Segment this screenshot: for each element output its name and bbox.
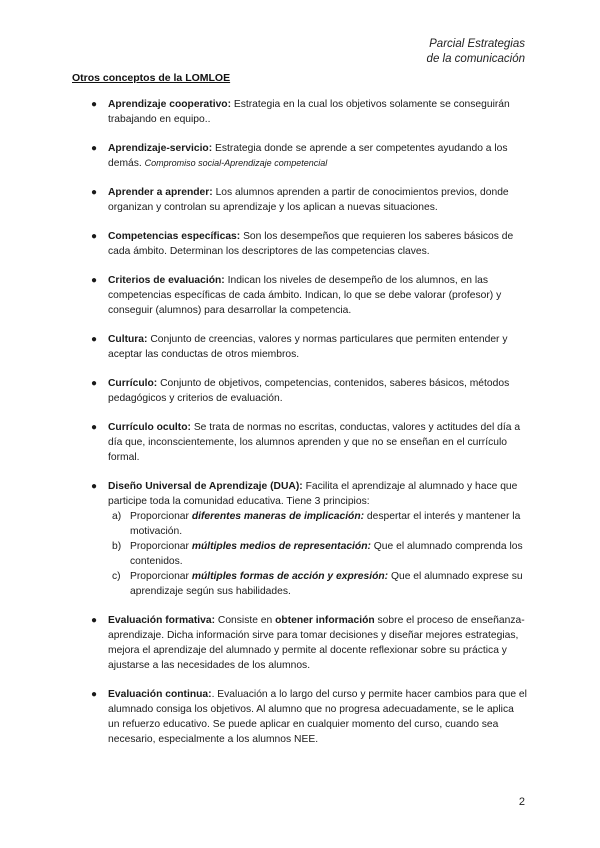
item-term: Aprendizaje cooperativo:	[108, 99, 232, 110]
list-item	[91, 687, 528, 747]
item-text: Consiste en	[215, 615, 276, 626]
bullet-icon: ●	[91, 334, 98, 345]
item-bold-phrase: obtener información	[275, 615, 375, 626]
sub-emphasis: múltiples formas de acción y expresión:	[191, 571, 389, 582]
bullet-icon: ●	[91, 481, 98, 492]
list-item	[91, 613, 528, 673]
sub-marker: b)	[112, 541, 122, 552]
bullet-icon: ●	[91, 615, 98, 626]
principles-list	[108, 509, 528, 599]
header-line-1: Parcial Estrategias	[429, 38, 525, 50]
item-text: Los alumnos aprenden a partir de conocimientos previos, donde organizan y controlan su aprendizaje y los aplican a nuevas situaciones.	[108, 187, 509, 213]
item-term: Aprendizaje-servicio:	[108, 143, 213, 154]
bullet-icon: ●	[91, 143, 98, 154]
item-text: Se trata de normas no escritas, conductas, valores y actitudes del día a día que, inconscientemente, los alumnos aprenden y que no se enseñan en el currículo formal.	[108, 422, 521, 463]
item-text: Estrategia en la cual los objetivos solamente se conseguirán trabajando en equipo..	[108, 99, 510, 125]
sub-emphasis: múltiples medios de representación:	[191, 541, 371, 552]
sub-marker: c)	[112, 571, 121, 582]
list-item	[91, 420, 528, 465]
item-term: Diseño Universal de Aprendizaje (DUA):	[108, 481, 303, 492]
sub-post: Que el alumnado comprenda los contenidos.	[130, 541, 523, 567]
sub-emphasis: diferentes maneras de implicación:	[191, 511, 365, 522]
bullet-icon: ●	[91, 378, 98, 389]
concept-list	[91, 97, 528, 761]
sub-pre: Proporcionar	[130, 541, 192, 552]
sub-pre: Proporcionar	[130, 571, 192, 582]
list-item	[91, 273, 528, 318]
list-item	[91, 229, 528, 259]
item-text: . Evaluación a lo largo del curso y permite hacer cambios para que el alumnado consiga los objetivos. Al alumno que no progresa adecuadamente, se le aplica un refuerzo educativo. Se puede aplicar en cualquier momento del curso, cuando sea necesario, especialmente a los alumnos NEE.	[108, 689, 527, 745]
bullet-icon: ●	[91, 275, 98, 286]
page-number: 2	[518, 796, 525, 808]
bullet-icon: ●	[91, 187, 98, 198]
sub-post: despertar el interés y mantener la motivación.	[130, 511, 521, 537]
item-text: Son los desempeños que requieren los saberes básicos de cada ámbito. Determinan los descriptores de las competencias claves.	[108, 231, 514, 257]
item-term: Aprender a aprender:	[108, 187, 213, 198]
item-note: Compromiso social-Aprendizaje competencial	[144, 158, 328, 168]
list-item	[91, 141, 528, 171]
sub-pre: Proporcionar	[130, 511, 192, 522]
section-title: Otros conceptos de la LOMLOE	[72, 72, 231, 84]
item-text: Indican los niveles de desempeño de los alumnos, en las competencias específicas de cada ámbito. Indican, lo que se debe valorar (profesor) y conseguir (alumnos) para desarrollar la competencia.	[108, 275, 502, 316]
item-term: Criterios de evaluación:	[108, 275, 225, 286]
header-line-2: de la comunicación	[426, 53, 525, 65]
list-item	[91, 185, 528, 215]
item-text: Conjunto de objetivos, competencias, contenidos, saberes básicos, métodos pedagógicos y criterios de evaluación.	[108, 378, 510, 404]
list-item	[91, 376, 528, 406]
item-term: Currículo oculto:	[108, 422, 191, 433]
item-term: Cultura:	[108, 334, 148, 345]
list-item	[91, 479, 528, 599]
bullet-icon: ●	[91, 231, 98, 242]
item-term: Competencias específicas:	[108, 231, 241, 242]
item-text: Facilita el aprendizaje al alumnado y hace que participe toda la comunidad educativa. Tiene 3 principios:	[108, 481, 518, 507]
bullet-icon: ●	[91, 689, 98, 700]
principle-item	[108, 569, 528, 599]
item-text: Conjunto de creencias, valores y normas particulares que permiten entender y aceptar las conductas de otros miembros.	[108, 334, 508, 360]
bullet-icon: ●	[91, 422, 98, 433]
list-item	[91, 332, 528, 362]
item-text-continued: sobre el proceso de enseñanza-aprendizaje. Dicha información sirve para tomar decisiones y diseñar mejores estrategias, mejora el aprendizaje del alumnado y permite al docente reflexionar sobre su práctica y ajustarse a las necesidades de los alumnos.	[108, 615, 525, 671]
item-term: Currículo:	[108, 378, 158, 389]
item-term: Evaluación formativa:	[108, 615, 216, 626]
sub-marker: a)	[112, 511, 122, 522]
principle-item	[108, 509, 528, 539]
item-term: Evaluación continua:	[108, 689, 212, 700]
item-text: Estrategia donde se aprende a ser competentes ayudando a los demás.	[108, 143, 508, 169]
list-item	[91, 97, 528, 127]
principle-item	[108, 539, 528, 569]
page-header	[427, 37, 525, 67]
bullet-icon: ●	[91, 99, 98, 110]
sub-post: Que el alumnado exprese su aprendizaje según sus habilidades.	[130, 571, 523, 597]
